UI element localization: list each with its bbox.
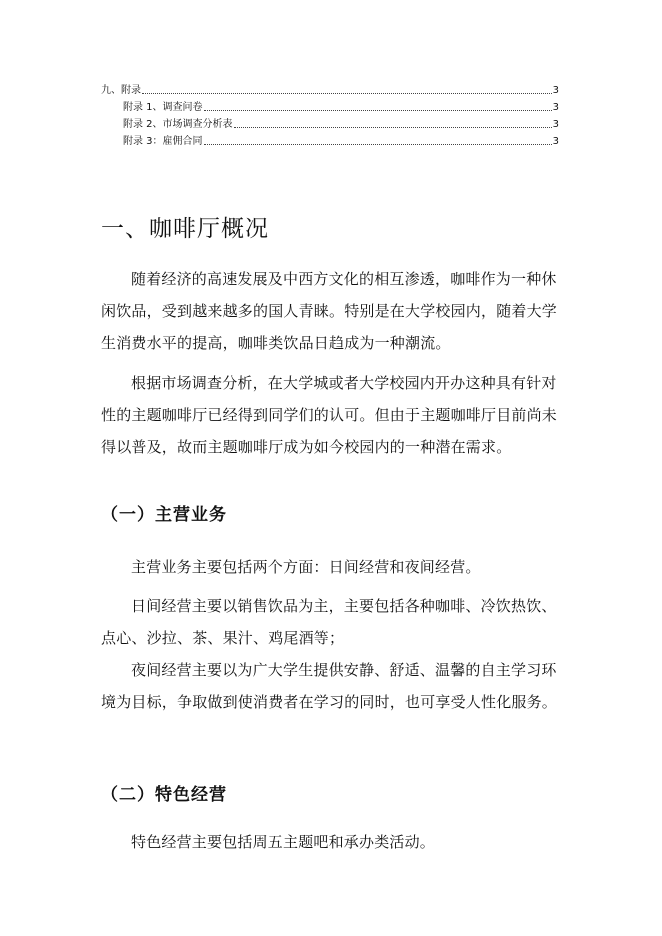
paragraph-text: 特色经营主要包括周五主题吧和承办类活动。 [131,833,436,851]
toc-entry-appendix-1[interactable] [101,96,559,113]
toc-entry-label: 九、附录 [101,85,141,96]
section-heading-special-business: （二）特色经营 [101,785,227,805]
toc-entry-label: 附录 2、市场调查分析表 [123,119,233,130]
main-business-paragraph-1 [101,551,561,583]
toc-entry-appendix[interactable] [101,84,559,96]
paragraph-text: 主营业务主要包括两个方面：日间经营和夜间经营。 [131,558,481,576]
toc-entry-page: 3 [552,119,559,130]
section-heading-main-business: （一）主营业务 [101,505,227,525]
toc-leader-dots [204,143,552,145]
toc-leader-dots [234,126,552,128]
toc-entry-label: 附录 1、调查问卷 [123,102,203,113]
toc-entry-page: 3 [552,136,559,147]
toc-leader-dots [142,92,552,94]
special-business-paragraph-1 [101,826,561,858]
main-business-paragraph-3 [101,654,561,718]
toc-entry-page: 3 [552,85,559,96]
toc-leader-dots [204,109,552,111]
toc-entry-page: 3 [552,102,559,113]
paragraph-text: 夜间经营主要以为广大学生提供安静、舒适、温馨的自主学习环境为目标，争取做到使消费者在学习的同时，也可享受人性化服务。 [101,661,558,711]
toc-entry-label: 附录 3：雇佣合同 [123,136,203,147]
paragraph-text: 日间经营主要以销售饮品为主，主要包括各种咖啡、冷饮热饮、点心、沙拉、茶、果汁、鸡尾酒等； [101,597,557,647]
toc-entry-appendix-2[interactable] [101,113,559,130]
paragraph-text: 随着经济的高速发展及中西方文化的相互渗透，咖啡作为一种休闲饮品，受到越来越多的国人青睐。特别是在大学校园内，随着大学生消费水平的提高，咖啡类饮品日趋成为一种潮流。 [101,270,558,352]
intro-paragraph-1 [101,263,561,359]
chapter-heading: 一、咖啡厅概况 [101,216,269,242]
intro-paragraph-2 [101,367,561,463]
paragraph-text: 根据市场调查分析，在大学城或者大学校园内开办这种具有针对性的主题咖啡厅已经得到同学们的认可。但由于主题咖啡厅目前尚未得以普及，故而主题咖啡厅成为如今校园内的一种潜在需求。 [101,374,558,456]
table-of-contents [101,84,559,147]
toc-entry-appendix-3[interactable] [101,130,559,147]
main-business-paragraph-2 [101,590,561,654]
